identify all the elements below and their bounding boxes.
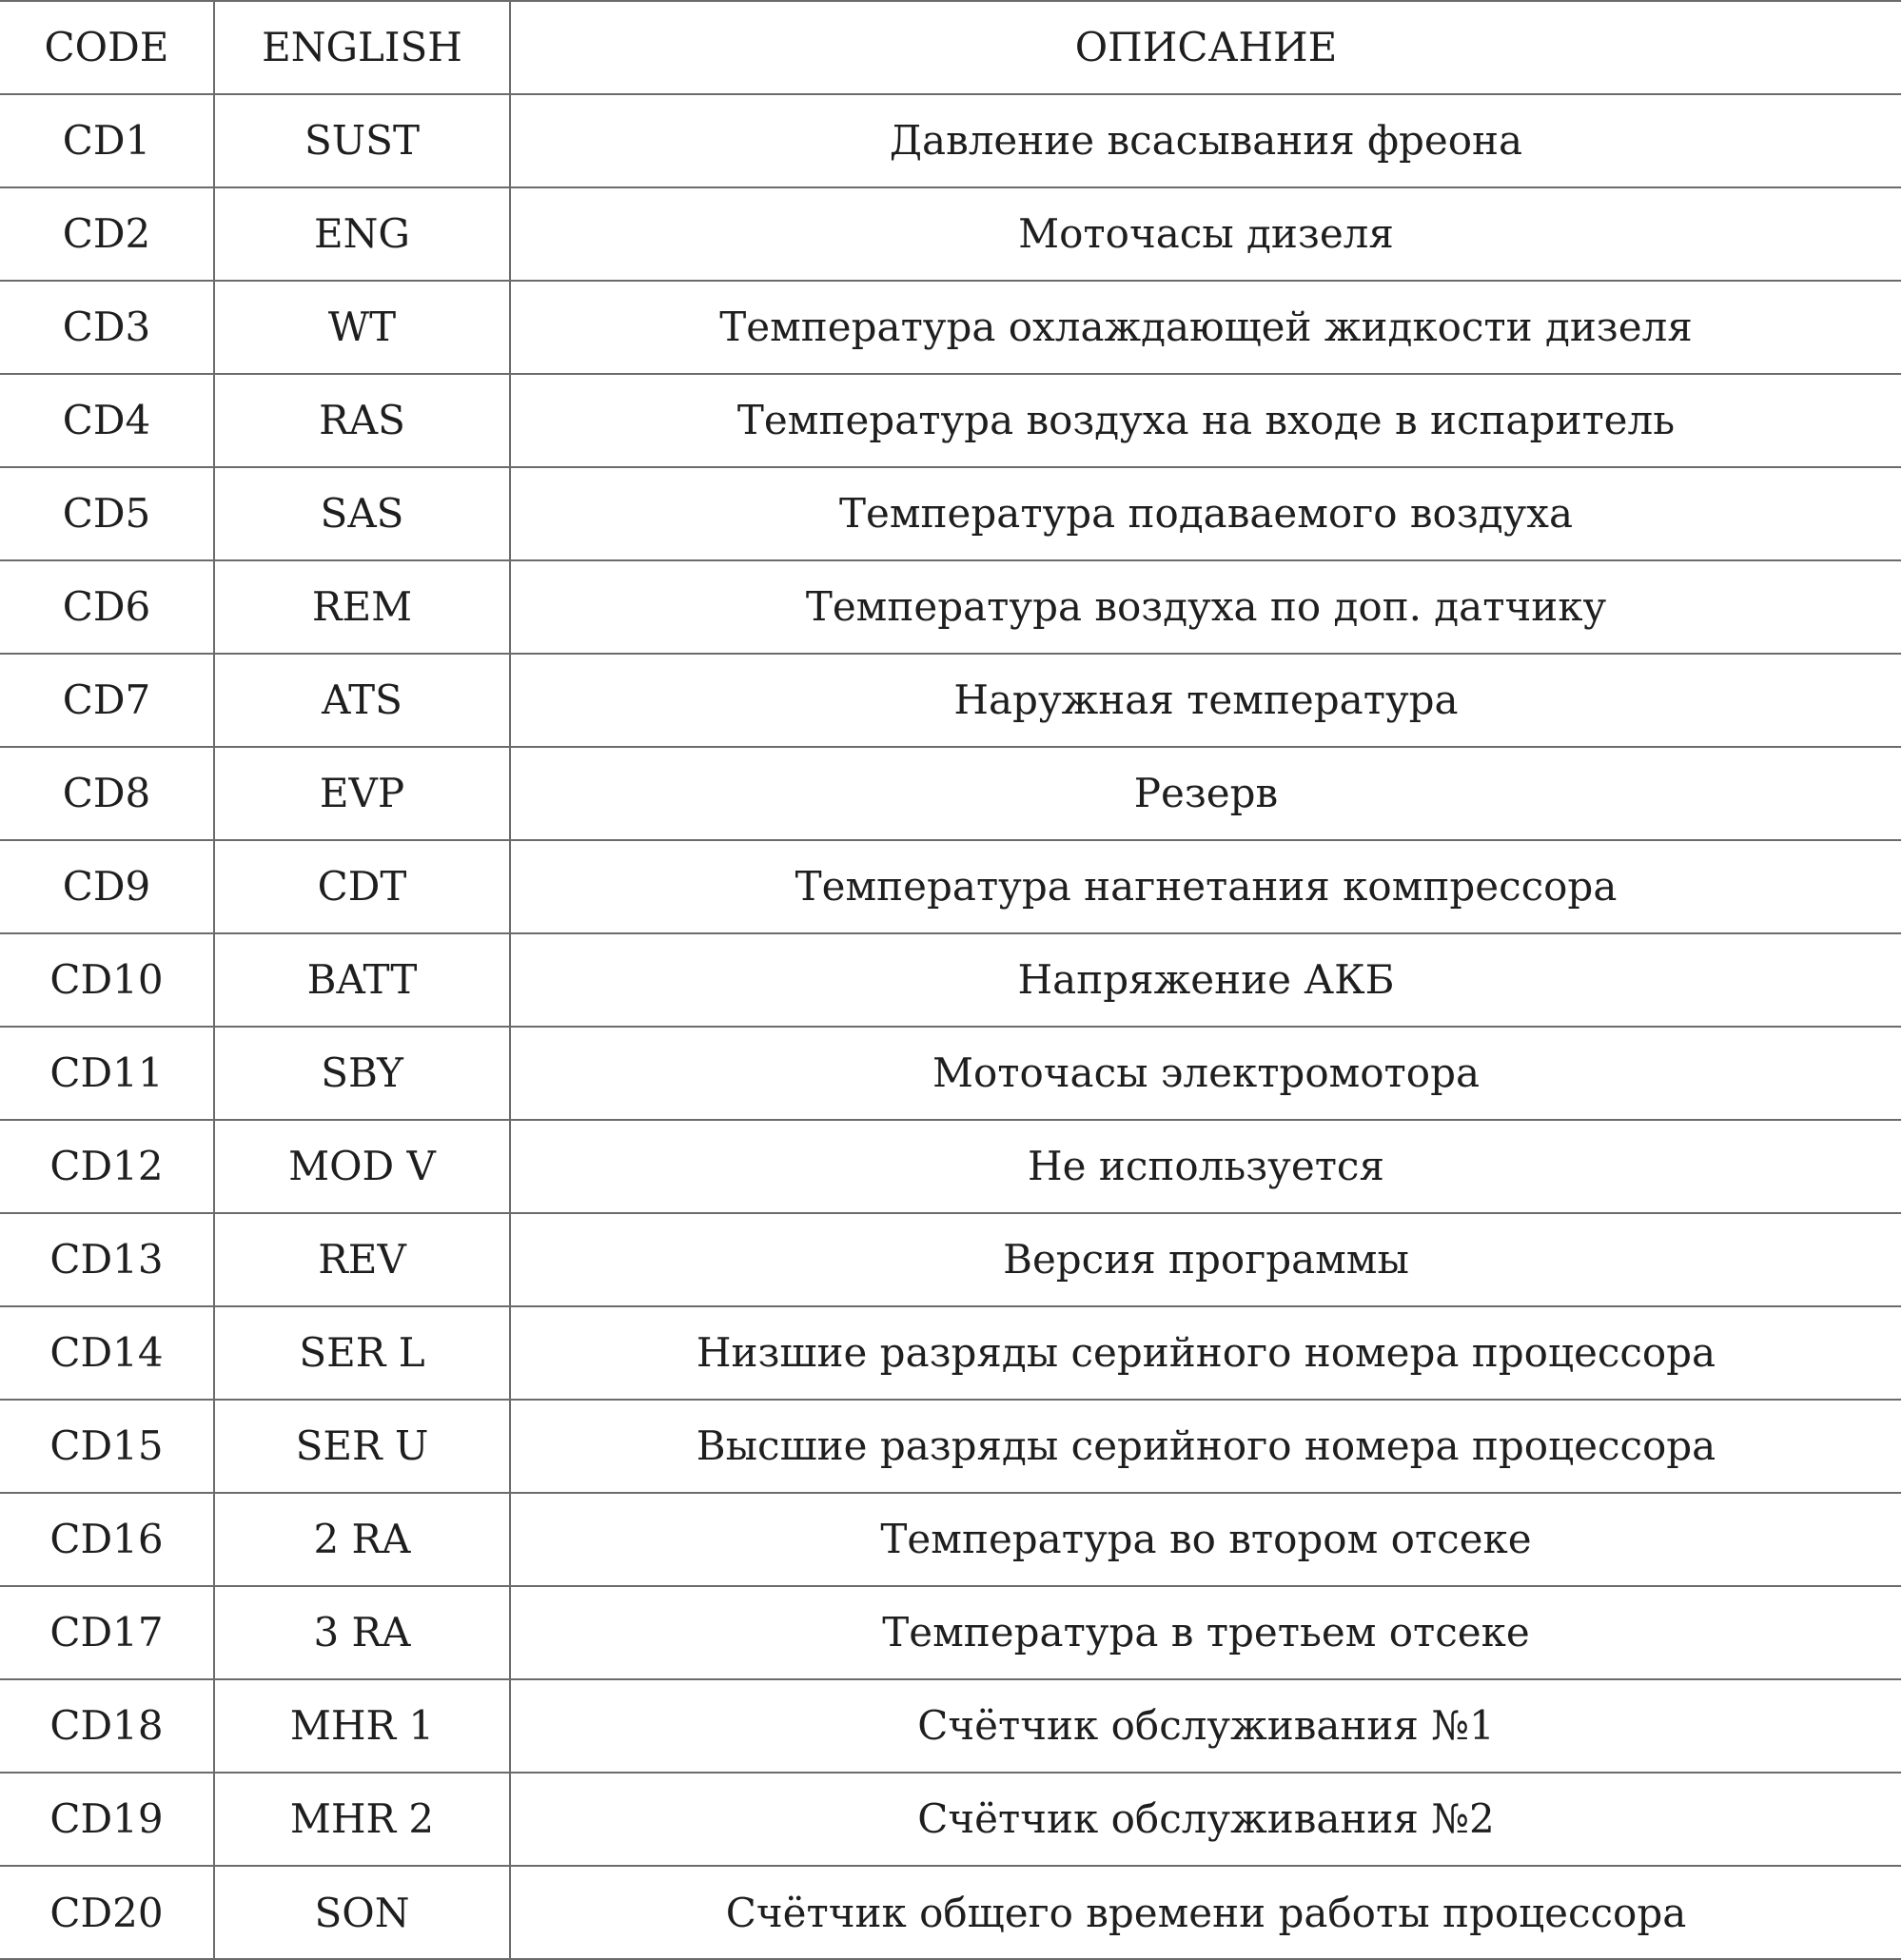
description-cell: Температура охлаждающей жидкости дизеля: [719, 304, 1693, 350]
english-cell: CDT: [215, 841, 511, 932]
english-cell: MHR 2: [215, 1774, 511, 1865]
code-cell: CD11: [0, 1028, 215, 1119]
table-row: [0, 188, 1901, 282]
code-cell: CD18: [0, 1680, 215, 1772]
header-code: CODE: [0, 2, 215, 93]
code-cell: CD7: [0, 655, 215, 746]
description-cell: Наружная температура: [953, 676, 1459, 723]
english-cell: REM: [215, 561, 511, 653]
english-cell: 3 RA: [215, 1587, 511, 1678]
table-row: [0, 841, 1901, 934]
description-cell: Давление всасывания фреона: [889, 117, 1523, 164]
english-cell: SER L: [215, 1307, 511, 1399]
table-row: [0, 1401, 1901, 1494]
english-cell: RAS: [215, 375, 511, 466]
description-cell: Версия программы: [1003, 1236, 1409, 1283]
code-cell: CD10: [0, 934, 215, 1026]
english-cell: SUST: [215, 95, 511, 186]
code-cell: CD14: [0, 1307, 215, 1399]
code-cell: CD12: [0, 1121, 215, 1212]
description-cell: Высшие разряды серийного номера процессора: [696, 1422, 1717, 1469]
english-cell: REV: [215, 1214, 511, 1305]
description-cell: Счётчик обслуживания №1: [917, 1702, 1495, 1749]
english-cell: SAS: [215, 468, 511, 559]
code-cell: CD16: [0, 1494, 215, 1585]
english-cell: MHR 1: [215, 1680, 511, 1772]
description-cell: Моточасы дизеля: [1018, 210, 1394, 257]
description-cell: Резерв: [1133, 770, 1279, 816]
english-cell: BATT: [215, 934, 511, 1026]
description-cell: Напряжение АКБ: [1017, 956, 1395, 1003]
table-row: [0, 1307, 1901, 1401]
table-header-row: [0, 2, 1901, 95]
table-row: [0, 934, 1901, 1028]
english-cell: SBY: [215, 1028, 511, 1119]
header-english: ENGLISH: [215, 2, 511, 93]
english-cell: SER U: [215, 1401, 511, 1492]
code-cell: CD19: [0, 1774, 215, 1865]
table-row: [0, 1494, 1901, 1587]
description-cell: Температура подаваемого воздуха: [839, 490, 1573, 537]
table-row: [0, 95, 1901, 188]
english-cell: SON: [215, 1867, 511, 1960]
description-cell: Температура в третьем отсеке: [882, 1609, 1530, 1656]
table-row: [0, 1867, 1901, 1960]
code-cell: CD6: [0, 561, 215, 653]
table-row: [0, 1587, 1901, 1680]
code-cell: CD4: [0, 375, 215, 466]
code-cell: CD5: [0, 468, 215, 559]
code-cell: CD1: [0, 95, 215, 186]
table-row: [0, 282, 1901, 375]
code-cell: CD15: [0, 1401, 215, 1492]
table-row: [0, 1214, 1901, 1307]
description-cell: Температура во втором отсеке: [880, 1516, 1532, 1562]
english-cell: 2 RA: [215, 1494, 511, 1585]
description-cell: Температура воздуха по доп. датчику: [805, 583, 1607, 630]
table-row: [0, 748, 1901, 841]
table-row: [0, 1680, 1901, 1774]
description-cell: Моточасы электромотора: [932, 1049, 1481, 1096]
description-cell: Не используется: [1028, 1143, 1384, 1189]
table-row: [0, 561, 1901, 655]
english-cell: ATS: [215, 655, 511, 746]
description-cell: Счётчик обслуживания №2: [917, 1795, 1495, 1842]
description-cell: Температура воздуха на входе в испаритель: [736, 397, 1676, 443]
code-cell: CD2: [0, 188, 215, 280]
description-cell: Низшие разряды серийного номера процессора: [696, 1329, 1717, 1376]
description-cell: Температура нагнетания компрессора: [795, 863, 1618, 910]
table-row: [0, 468, 1901, 561]
description-cell: Счётчик общего времени работы процессора: [725, 1890, 1687, 1936]
table-row: [0, 1774, 1901, 1867]
code-cell: CD3: [0, 282, 215, 373]
english-cell: ENG: [215, 188, 511, 280]
table-row: [0, 1121, 1901, 1214]
code-cell: CD17: [0, 1587, 215, 1678]
table-row: [0, 1028, 1901, 1121]
header-description: ОПИСАНИЕ: [1074, 24, 1338, 70]
english-cell: WT: [215, 282, 511, 373]
code-cell: CD13: [0, 1214, 215, 1305]
table-row: [0, 375, 1901, 468]
english-cell: EVP: [215, 748, 511, 839]
code-cell: CD8: [0, 748, 215, 839]
english-cell: MOD V: [215, 1121, 511, 1212]
code-cell: CD9: [0, 841, 215, 932]
code-cell: CD20: [0, 1867, 215, 1960]
table-row: [0, 655, 1901, 748]
